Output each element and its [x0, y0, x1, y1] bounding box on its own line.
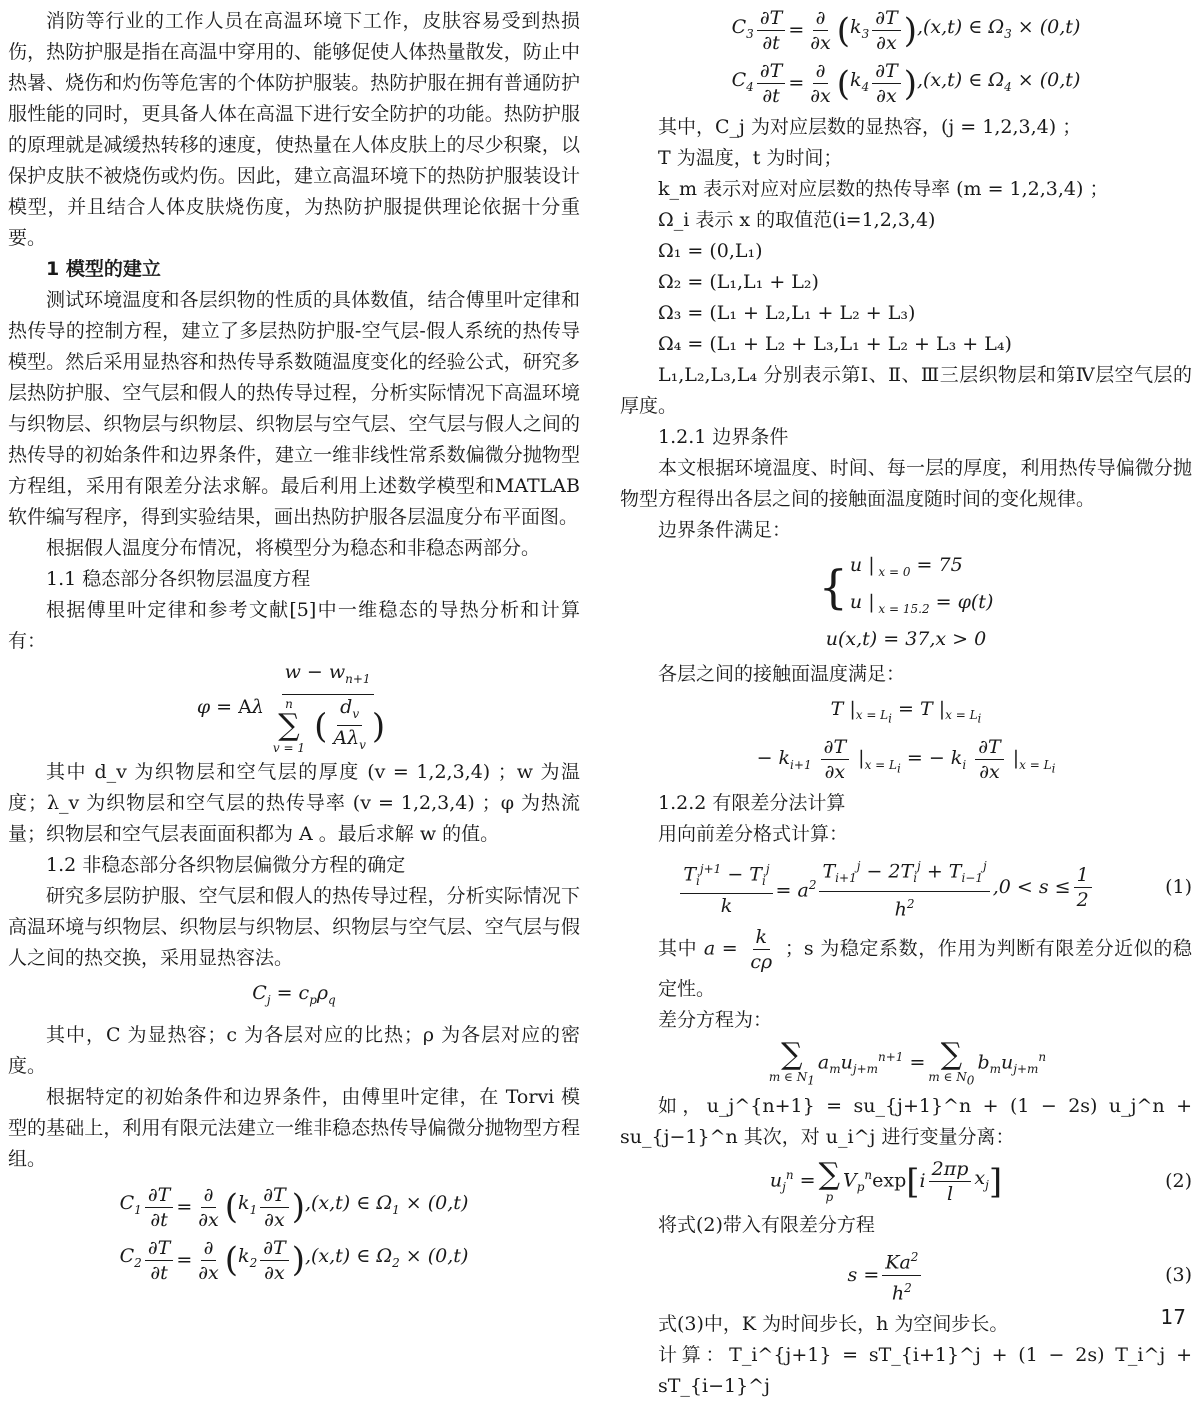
paragraph-substitute: 将式(2)带入有限差分方程 [658, 1214, 875, 1237]
equation-difference: ∑ m ∈ $N_1$ $a_mu_{j+m}^{n+1}$ = ∑ m ∈ $N_0$ $b_mu_{j+m}^n$ [768, 1036, 1047, 1088]
stability-lead: 其中 [658, 937, 698, 960]
paragraph-difference-eq: 差分方程为： [658, 1008, 773, 1031]
equation-layer-3: $C_3$ $\frac{\partial T}{\partial t}$ = $\frac{\partial}{\partial x}$ ( $k_3$ $\frac{\partial T}{\partial x}$ ) ,(x,t) ∈ $\Omega_3 \times (0,t)$ [731, 7, 1081, 54]
equation-interface-temperature: T $|_{x = L_i} = T$ $|_{x = L_i}$ − $k_{i+1}$ $\frac{\partial T}{\partial x}$ $|_{x = L_i}$ = − $k_i$ $\frac{\partial T}{\partial x}$ $|_{x = L_i}$ [756, 697, 1056, 783]
equation-boundary-conditions: { u | $_{x = 0}$ = 75 u | $_{x = 15.2}$ = φ(t) u(x,t) = 37,x > 0 [818, 554, 994, 650]
paragraph-variables: 其中 d_v 为织物层和空气层的厚度 (v = 1,2,3,4) ；w 为温度；λ_v 为织物层和空气层的热传导率 (v = 1,2,3,4) ；φ 为热流量；织物层和空气层表面面积都为 A 。最后求解 w 的值。 [8, 761, 580, 845]
section-heading-1: 1 模型的建立 [46, 258, 161, 280]
where-temperature: T 为温度，t 为时间； [658, 147, 843, 169]
intro-paragraph: 消防等行业的工作人员在高温环境下工作，皮肤容易受到热损伤，热防护服是指在高温中穿用的、能够促使人体热量散发，防止中热暑、烧伤和灼伤等危害的个体防护服装。热防护服在拥有普通防护服性能的同时，更具备人体在高温下进行安全防护的功能。热防护服的原理就是减缓热转移的速度，使热量在人体皮肤上的尽少积聚，以保护皮肤不被烧伤或灼伤。因此，建立高温环境下的热防护服装设计模型，并且结合人体皮肤烧伤度，为热防护服提供理论依据十分重要。 [8, 10, 580, 249]
domain-omega-2: Ω₂ = (L₁,L₁ + L₂) [658, 271, 819, 293]
subsection-heading-1-2: 1.2 非稳态部分各织物层偏微分方程的确定 [46, 854, 406, 876]
paragraph-calculation: 计算：T_i^{j+1} = sT_{i+1}^j + (1 − 2s) T_i^j + sT_{i−1}^j [658, 1343, 1192, 1397]
equation-3: s = $\frac{Ka^2}{h^2}$ (3) [620, 1245, 1192, 1305]
paragraph-symbols: 其中，C 为显热容；c 为各层对应的比热；ρ 为各层对应的密度。 [8, 1023, 580, 1077]
paragraph-separation: 如，u_j^{n+1} = su_{j+1}^n + (1 − 2s) u_j^n + su_{j−1}^n 其次，对 u_i^j 进行变量分离： [620, 1095, 1192, 1149]
equation-2: $u_j^n$ = ∑ p $V_p^n\exp$ [ i $\frac{2\pi p}{l}$ $x_j$ ] (2) [769, 1156, 1192, 1206]
domain-omega-4: Ω₄ = (L₁ + L₂ + L₃,L₁ + L₂ + L₃ + L₄) [658, 333, 1012, 355]
equation-number-2: (2) [1165, 1170, 1192, 1193]
subsection-heading-1-2-2: 1.2.2 有限差分法计算 [658, 792, 846, 815]
equation-1: $\frac{T_i^{j+1} - T_i^j}{k}$ = $a^2$ $\frac{T_{i+1}^j - 2T_i^j + T_{i-1}^j}{h^2}$ ,0 < s ≤ $\frac{1}{2}$ (1) [620, 854, 1192, 920]
stability-text: ；s 为稳定系数，作用为判断有限差分近似的稳定性。 [658, 937, 1192, 1000]
paragraph-boundary-satisfy: 边界条件满足： [658, 519, 792, 541]
paragraph-split: 根据假人温度分布情况，将模型分为稳态和非稳态两部分。 [46, 537, 541, 559]
paragraph-step: 式(3)中，K 为时间步长，h 为空间步长。 [658, 1312, 1009, 1335]
left-column [8, 6, 580, 1289]
paragraph-model: 测试环境温度和各层织物的性质的具体数值，结合傅里叶定律和热传导的控制方程，建立了多层热防护服-空气层-假人系统的热传导模型。然后采用显热容和热传导系数随温度变化的经验公式，研究多层热防护服、空气层和假人的热传导过程，分析实际情况下高温环境与织物层、织物层与织物层、织物层与空气层、空气层与假人之间的热传导的初始条件和边界条件，建立一维非线性常系数偏微分抛物型方程组，采用有限差分法求解。最后利用上述数学模型和MATLAB软件编写程序，得到实验结果，画出热防护服各层温度分布平面图。 [8, 289, 580, 528]
right-column [620, 6, 1192, 1402]
where-conductivity: k_m 表示对应对应层数的热传导率 (m = 1,2,3,4) ； [658, 178, 1109, 200]
domain-omega-1: Ω₁ = (0,L₁) [658, 240, 763, 262]
paragraph-forward-difference: 用向前差分格式计算： [658, 823, 849, 846]
page-number: 17 [1160, 1305, 1186, 1329]
paragraph-interface: 各层之间的接触面温度满足： [658, 662, 906, 685]
paragraph-boundary: 本文根据环境温度、时间、每一层的厚度，利用热传导偏微分抛物型方程得出各层之间的接触面温度随时间的变化规律。 [620, 457, 1192, 510]
equation-layer-1: $C_1$ $\frac{\partial T}{\partial t}$ = $\frac{\partial}{\partial x}$ ( $k_1$ $\frac{\partial T}{\partial x}$ ) ,(x,t) ∈ $\Omega_1 \times (0,t)$ [119, 1183, 469, 1231]
subsection-heading-1-2-1: 1.2.1 边界条件 [658, 426, 789, 448]
paragraph-fourier: 根据傅里叶定律和参考文献[5]中一维稳态的导热分析和计算有： [8, 599, 580, 652]
equation-number-3: (3) [1165, 1263, 1192, 1286]
paragraph-heat-exchange: 研究多层防护服、空气层和假人的热传导过程，分析实际情况下高温环境与织物层、织物层与织物层、织物层与空气层、空气层与假人之间的热交换，采用显热容法。 [8, 885, 580, 969]
equation-number-1: (1) [1165, 876, 1192, 899]
where-heat-capacity: 其中，C_j 为对应层数的显热容，(j = 1,2,3,4) ； [658, 116, 1082, 138]
paragraph-stability: 其中 a = $\frac{k}{c\rho}$ ；s 为稳定系数，作用为判断有限差分近似的稳定性。 [658, 925, 1192, 1000]
subsection-heading-1-1: 1.1 稳态部分各织物层温度方程 [46, 568, 311, 590]
where-domain: Ω_i 表示 x 的取值范(i=1,2,3,4) [658, 209, 936, 231]
equation-heat-capacity: $C_j = c_p\rho_q$ [252, 982, 336, 1007]
equation-layer-2: $C_2$ $\frac{\partial T}{\partial t}$ = $\frac{\partial}{\partial x}$ ( $k_2$ $\frac{\partial T}{\partial x}$ ) ,(x,t) ∈ $\Omega_2 \times (0,t)$ [119, 1236, 469, 1284]
equation-heat-flow: φ = Aλ $w - w_{n+1}$ n ∑ v = 1 ( $\frac{d_v}{A\lambda_v}$ ) [8, 661, 580, 753]
paragraph-torvi: 根据特定的初始条件和边界条件，由傅里叶定律，在 Torvi 模型的基础上，利用有限元法建立一维非稳态热传导偏微分抛物型方程组。 [8, 1085, 580, 1170]
domain-omega-3: Ω₃ = (L₁ + L₂,L₁ + L₂ + L₃) [658, 302, 916, 324]
paragraph-thickness: L₁,L₂,L₃,L₄ 分别表示第Ⅰ、Ⅱ、Ⅲ三层织物层和第Ⅳ层空气层的厚度。 [620, 364, 1192, 417]
equation-layer-4: $C_4$ $\frac{\partial T}{\partial t}$ = $\frac{\partial}{\partial x}$ ( $k_4$ $\frac{\partial T}{\partial x}$ ) ,(x,t) ∈ $\Omega_4 \times (0,t)$ [731, 60, 1081, 107]
